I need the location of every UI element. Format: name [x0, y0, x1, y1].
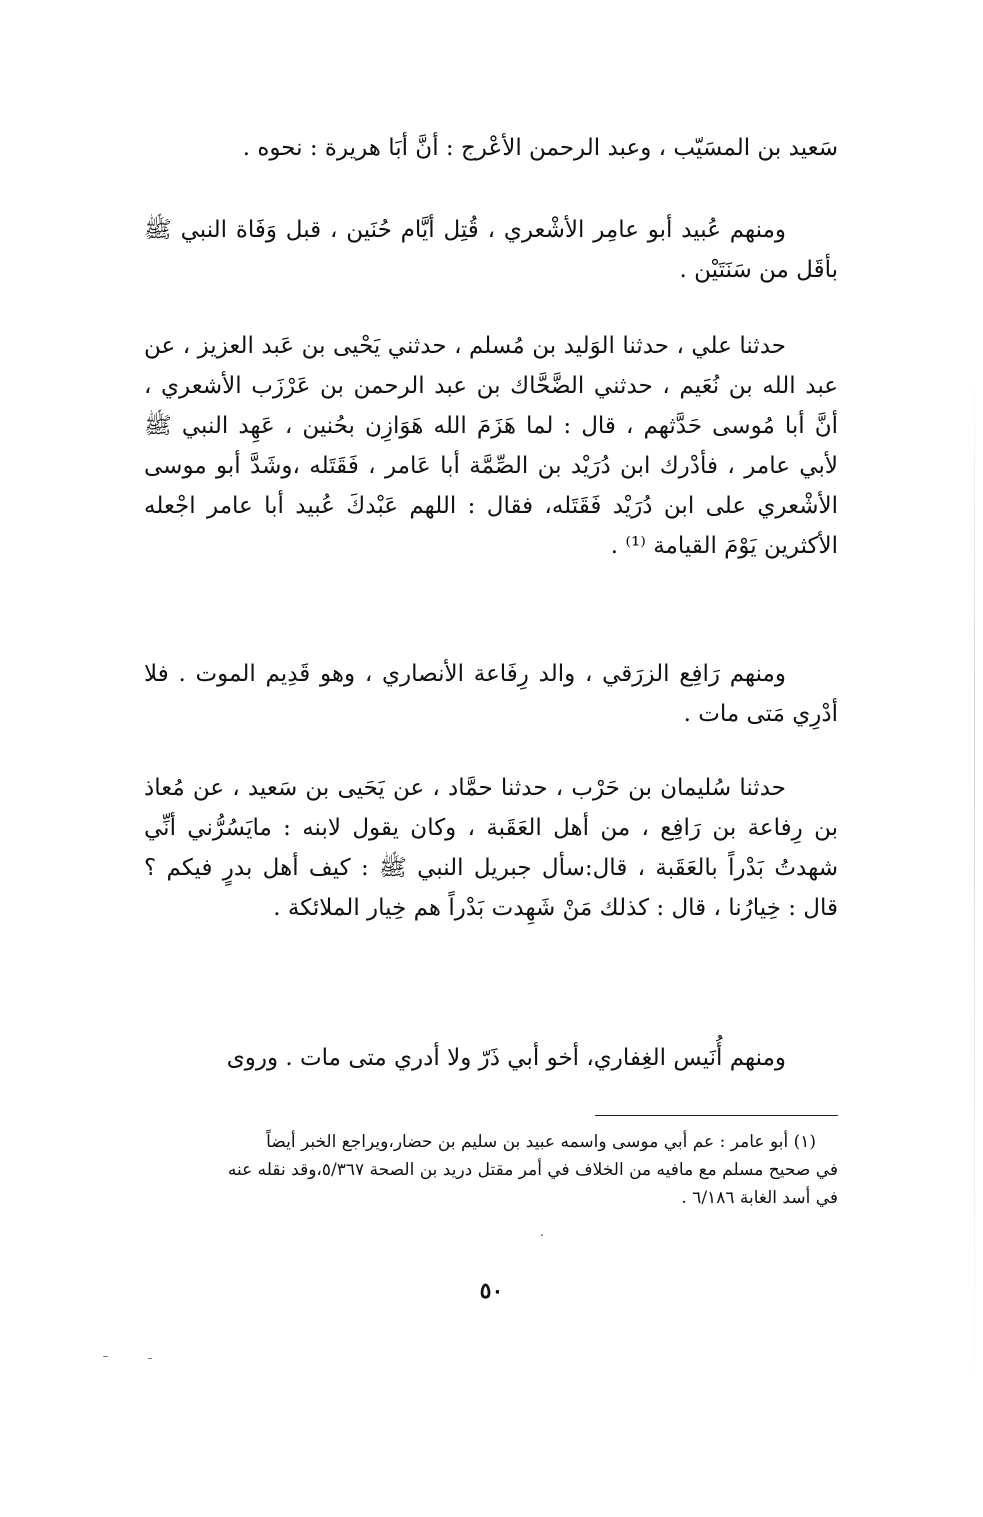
paragraph-hadith-hunayn: حدثنا علي ، حدثنا الوَليد بن مُسلم ، حدثني يَحْيى بن عَبد العزيز ، عن عبد الله بن نُعَيم ، حدثني الضَّحَّاك بن عبد الرحمن بن عَرْزَب الأشعري ، أنَّ أبا مُوسى حَدَّثهم ، قال : لما هَزَمَ الله هَوَازِن بحُنين ، عَهِد النبي ﷺ لأبي عامر ، فأدْرك ابن دُرَيْد بن الصِّمَّة أبا عَامر ، فَقَتَله ،وشَدَّ أبو موسى الأشْعري على ابن دُرَيْد فَقَتَله، فقال : اللهم عَبْدكَ عُبيد أبا عامر اجْعله الأكثرين يَوْمَ القيامة ⁽¹⁾ . — [144, 333, 838, 559]
paragraph-ubayd-abu-amir: ومنهم عُبيد أبو عامِر الأشْعري ، قُتِل أيَّام حُنَين ، قبل وَفَاة النبي ﷺ بأقَل من سَنَتَيْن . — [144, 217, 838, 283]
footnote-line: في صحيح مسلم مع مافيه من الخلاف في أمر مقتل دريد بن الصحة ٥/٣٦٧،وقد نقله عنه — [227, 1160, 838, 1180]
scan-speck — [541, 1234, 543, 1236]
paragraph-said-ibn-musayyib: سَعيد بن المسَيّب ، وعبد الرحمن الأعْرج : أنَّ أبَا هريرة : نحوه . — [242, 135, 838, 161]
scan-edge-shadow — [974, 360, 975, 1440]
footnote — [144, 1128, 838, 1212]
footnote-line: في أسد الغابة ٦/١٨٦ . — [681, 1188, 838, 1208]
paragraph-hadith-badr: حدثنا سُليمان بن حَرْب ، حدثنا حمَّاد ، عن يَحَيى بن سَعيد ، عن مُعاذ بن رِفاعة بن رَافِع ، من أهل العَقَبة ، وكان يقول لابنه : مايَسُرُّني أنِّي شهدتُ بَدْراً بالعَقَبة ، قال:سأل جبريل النبي ﷺ : كيف أهل بدرٍ فيكم ؟ قال : خِيارُنا ، قال : كذلك مَنْ شَهِدت بَدْراً هم خِيار الملائكة . — [144, 775, 838, 921]
footnote-line: (١) أبو عامر : عم أبي موسى واسمه عبيد بن سليم بن حضار،ويراجع الخبر أيضاً — [266, 1132, 816, 1152]
paragraph-rafi-zuraqi: ومنهم رَافِع الزرَقي ، والد رِفَاعة الأنصاري ، وهو قَدِيم الموت . فلا أدْرِي مَتى مات . — [144, 661, 838, 727]
scan-speck — [148, 1358, 152, 1359]
page-number: ٥٠ — [479, 1278, 504, 1304]
footnote-divider — [595, 1115, 838, 1116]
paragraph-unays-ghifari: ومنهم أُنَيس الغِفاري، أخو أبي ذَرّ ولا أدري متى مات . وروى — [226, 1045, 786, 1071]
scan-speck — [103, 1356, 108, 1357]
